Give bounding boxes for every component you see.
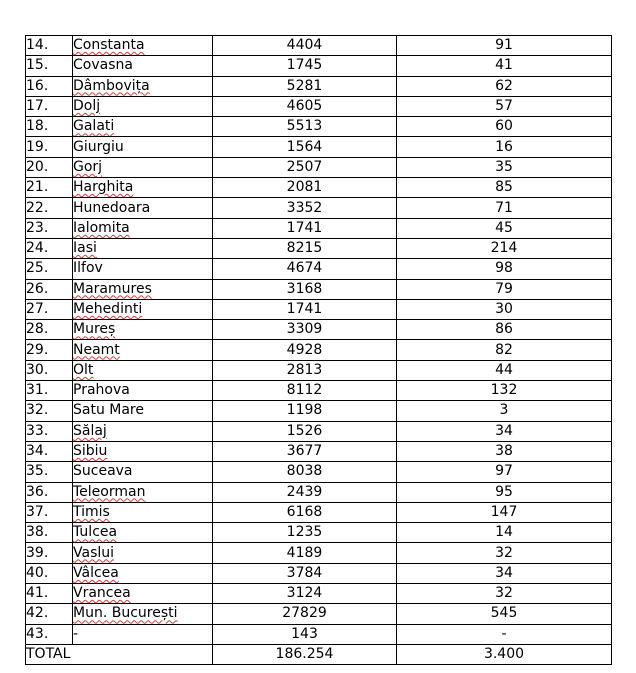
value-b: 32 bbox=[397, 584, 612, 604]
county-name bbox=[73, 36, 213, 56]
county-name bbox=[73, 543, 213, 563]
row-number: 26. bbox=[26, 279, 73, 299]
value-b: 57 bbox=[397, 96, 612, 116]
value-b: 97 bbox=[397, 462, 612, 482]
spellcheck-underline: Olt bbox=[73, 361, 94, 378]
value-b: 35 bbox=[397, 157, 612, 177]
data-table bbox=[25, 35, 612, 665]
value-a: 3352 bbox=[213, 198, 397, 218]
county-name bbox=[73, 157, 213, 177]
spellcheck-underline: Vaslui bbox=[73, 544, 115, 561]
row-number: 23. bbox=[26, 218, 73, 238]
row-number: 21. bbox=[26, 178, 73, 198]
table-row bbox=[26, 218, 612, 238]
table-row bbox=[26, 502, 612, 522]
table-row bbox=[26, 421, 612, 441]
county-name bbox=[73, 441, 213, 461]
row-number: 31. bbox=[26, 381, 73, 401]
table-row bbox=[26, 604, 612, 624]
row-number: 35. bbox=[26, 462, 73, 482]
county-name bbox=[73, 604, 213, 624]
county-name: Hunedoara bbox=[73, 198, 213, 218]
table-row bbox=[26, 117, 612, 137]
value-b: 91 bbox=[397, 36, 612, 56]
value-a: 6168 bbox=[213, 502, 397, 522]
value-b: 95 bbox=[397, 482, 612, 502]
row-number: 39. bbox=[26, 543, 73, 563]
value-b: 34 bbox=[397, 563, 612, 583]
spellcheck-underline: Tulcea bbox=[73, 524, 118, 541]
spellcheck-underline: Constanta bbox=[73, 37, 145, 54]
value-b: 44 bbox=[397, 360, 612, 380]
table-row bbox=[26, 563, 612, 583]
value-a: 1198 bbox=[213, 401, 397, 421]
value-b: 82 bbox=[397, 340, 612, 360]
value-a: 4674 bbox=[213, 259, 397, 279]
table-row bbox=[26, 36, 612, 56]
value-a: 27829 bbox=[213, 604, 397, 624]
table-row bbox=[26, 299, 612, 319]
county-name bbox=[73, 96, 213, 116]
county-name bbox=[73, 482, 213, 502]
value-a: 3124 bbox=[213, 584, 397, 604]
value-b: 60 bbox=[397, 117, 612, 137]
table-row bbox=[26, 238, 612, 258]
county-name bbox=[73, 421, 213, 441]
value-b: 545 bbox=[397, 604, 612, 624]
row-number: 37. bbox=[26, 502, 73, 522]
table-row bbox=[26, 157, 612, 177]
value-b: 14 bbox=[397, 523, 612, 543]
table-row bbox=[26, 462, 612, 482]
county-name: Giurgiu bbox=[73, 137, 213, 157]
value-a: 4605 bbox=[213, 96, 397, 116]
spellcheck-underline: Mureș bbox=[73, 321, 116, 338]
value-a: 1564 bbox=[213, 137, 397, 157]
value-a: 2813 bbox=[213, 360, 397, 380]
value-b: 30 bbox=[397, 299, 612, 319]
spellcheck-underline: Harghita bbox=[73, 179, 134, 196]
table-body bbox=[26, 36, 612, 645]
value-a: 5513 bbox=[213, 117, 397, 137]
value-a: 3677 bbox=[213, 441, 397, 461]
value-b: 41 bbox=[397, 56, 612, 76]
county-name: Ilfov bbox=[73, 259, 213, 279]
spellcheck-underline: Mehedinti bbox=[73, 301, 143, 317]
value-a: 2507 bbox=[213, 157, 397, 177]
row-number: 43. bbox=[26, 624, 73, 644]
table-row bbox=[26, 178, 612, 198]
table-row bbox=[26, 360, 612, 380]
row-number: 22. bbox=[26, 198, 73, 218]
spellcheck-underline: Vrancea bbox=[73, 585, 131, 602]
county-name bbox=[73, 523, 213, 543]
value-b: 34 bbox=[397, 421, 612, 441]
row-number: 41. bbox=[26, 584, 73, 604]
county-name: Satu Mare bbox=[73, 401, 213, 421]
row-number: 40. bbox=[26, 563, 73, 583]
value-b: 45 bbox=[397, 218, 612, 238]
value-b: 71 bbox=[397, 198, 612, 218]
value-b: 85 bbox=[397, 178, 612, 198]
value-b: 79 bbox=[397, 279, 612, 299]
table-row bbox=[26, 543, 612, 563]
total-value-a: 186.254 bbox=[213, 644, 397, 664]
row-number: 30. bbox=[26, 360, 73, 380]
value-a: 4404 bbox=[213, 36, 397, 56]
table-row bbox=[26, 381, 612, 401]
county-name bbox=[73, 299, 213, 319]
spellcheck-underline: Maramures bbox=[73, 280, 152, 297]
spellcheck-underline: Dolj bbox=[73, 98, 101, 115]
table-row bbox=[26, 279, 612, 299]
county-name bbox=[73, 279, 213, 299]
value-b: 147 bbox=[397, 502, 612, 522]
county-name bbox=[73, 360, 213, 380]
spellcheck-underline: Teleorman bbox=[73, 483, 146, 500]
spellcheck-underline: Neamt bbox=[73, 341, 120, 358]
spellcheck-underline: Galati bbox=[73, 118, 115, 135]
county-name bbox=[73, 340, 213, 360]
value-a: 3168 bbox=[213, 279, 397, 299]
table-row bbox=[26, 584, 612, 604]
row-number: 14. bbox=[26, 36, 73, 56]
table-row bbox=[26, 259, 612, 279]
value-a: 5281 bbox=[213, 76, 397, 96]
spellcheck-underline: Iasi bbox=[73, 240, 97, 257]
row-number: 42. bbox=[26, 604, 73, 624]
county-name bbox=[73, 563, 213, 583]
row-number: 25. bbox=[26, 259, 73, 279]
row-number: 33. bbox=[26, 421, 73, 441]
value-a: 8038 bbox=[213, 462, 397, 482]
value-b: 132 bbox=[397, 381, 612, 401]
value-b: 16 bbox=[397, 137, 612, 157]
table-row bbox=[26, 96, 612, 116]
row-number: 34. bbox=[26, 441, 73, 461]
table-row bbox=[26, 482, 612, 502]
county-name: Suceava bbox=[73, 462, 213, 482]
value-a: 4189 bbox=[213, 543, 397, 563]
table-row bbox=[26, 320, 612, 340]
row-number: 15. bbox=[26, 56, 73, 76]
value-a: 1526 bbox=[213, 421, 397, 441]
row-number: 18. bbox=[26, 117, 73, 137]
table-row bbox=[26, 441, 612, 461]
total-label: TOTAL bbox=[26, 644, 213, 664]
spellcheck-underline: Dâmbovița bbox=[73, 77, 150, 94]
table-row bbox=[26, 56, 612, 76]
value-b: 214 bbox=[397, 238, 612, 258]
spellcheck-underline: Timis bbox=[73, 503, 110, 520]
value-a: 1745 bbox=[213, 56, 397, 76]
county-name bbox=[73, 117, 213, 137]
value-a: 2439 bbox=[213, 482, 397, 502]
table-row bbox=[26, 340, 612, 360]
row-number: 17. bbox=[26, 96, 73, 116]
county-name: - bbox=[73, 624, 213, 644]
value-b: 32 bbox=[397, 543, 612, 563]
county-name bbox=[73, 320, 213, 340]
row-number: 38. bbox=[26, 523, 73, 543]
table-row bbox=[26, 76, 612, 96]
value-a: 4928 bbox=[213, 340, 397, 360]
value-b: 38 bbox=[397, 441, 612, 461]
value-b: 98 bbox=[397, 259, 612, 279]
spellcheck-underline: Ialomita bbox=[73, 219, 130, 236]
value-a: 2081 bbox=[213, 178, 397, 198]
row-number: 28. bbox=[26, 320, 73, 340]
value-b: 86 bbox=[397, 320, 612, 340]
table-row bbox=[26, 401, 612, 421]
spellcheck-underline: Vâlcea bbox=[73, 564, 119, 581]
value-a: 143 bbox=[213, 624, 397, 644]
table-row bbox=[26, 624, 612, 644]
spellcheck-underline: Gorj bbox=[73, 158, 103, 175]
row-number: 20. bbox=[26, 157, 73, 177]
table-row bbox=[26, 523, 612, 543]
table-row bbox=[26, 198, 612, 218]
table-row bbox=[26, 137, 612, 157]
county-name bbox=[73, 502, 213, 522]
county-name bbox=[73, 584, 213, 604]
total-row bbox=[26, 644, 612, 664]
spellcheck-underline: Sibiu bbox=[73, 443, 108, 460]
value-a: 1235 bbox=[213, 523, 397, 543]
value-a: 8215 bbox=[213, 238, 397, 258]
value-a: 8112 bbox=[213, 381, 397, 401]
county-name: Prahova bbox=[73, 381, 213, 401]
spellcheck-underline: Mun. București bbox=[73, 605, 178, 622]
row-number: 16. bbox=[26, 76, 73, 96]
spellcheck-underline: Sălaj bbox=[73, 422, 107, 439]
value-b: 62 bbox=[397, 76, 612, 96]
county-name bbox=[73, 218, 213, 238]
value-a: 3309 bbox=[213, 320, 397, 340]
county-name: Covasna bbox=[73, 56, 213, 76]
row-number: 36. bbox=[26, 482, 73, 502]
row-number: 19. bbox=[26, 137, 73, 157]
county-name bbox=[73, 178, 213, 198]
row-number: 32. bbox=[26, 401, 73, 421]
value-b: 3 bbox=[397, 401, 612, 421]
value-a: 1741 bbox=[213, 218, 397, 238]
value-a: 3784 bbox=[213, 563, 397, 583]
row-number: 24. bbox=[26, 238, 73, 258]
county-name bbox=[73, 238, 213, 258]
row-number: 29. bbox=[26, 340, 73, 360]
county-name bbox=[73, 76, 213, 96]
value-b: - bbox=[397, 624, 612, 644]
value-a: 1741 bbox=[213, 299, 397, 319]
row-number: 27. bbox=[26, 299, 73, 319]
total-value-b: 3.400 bbox=[397, 644, 612, 664]
